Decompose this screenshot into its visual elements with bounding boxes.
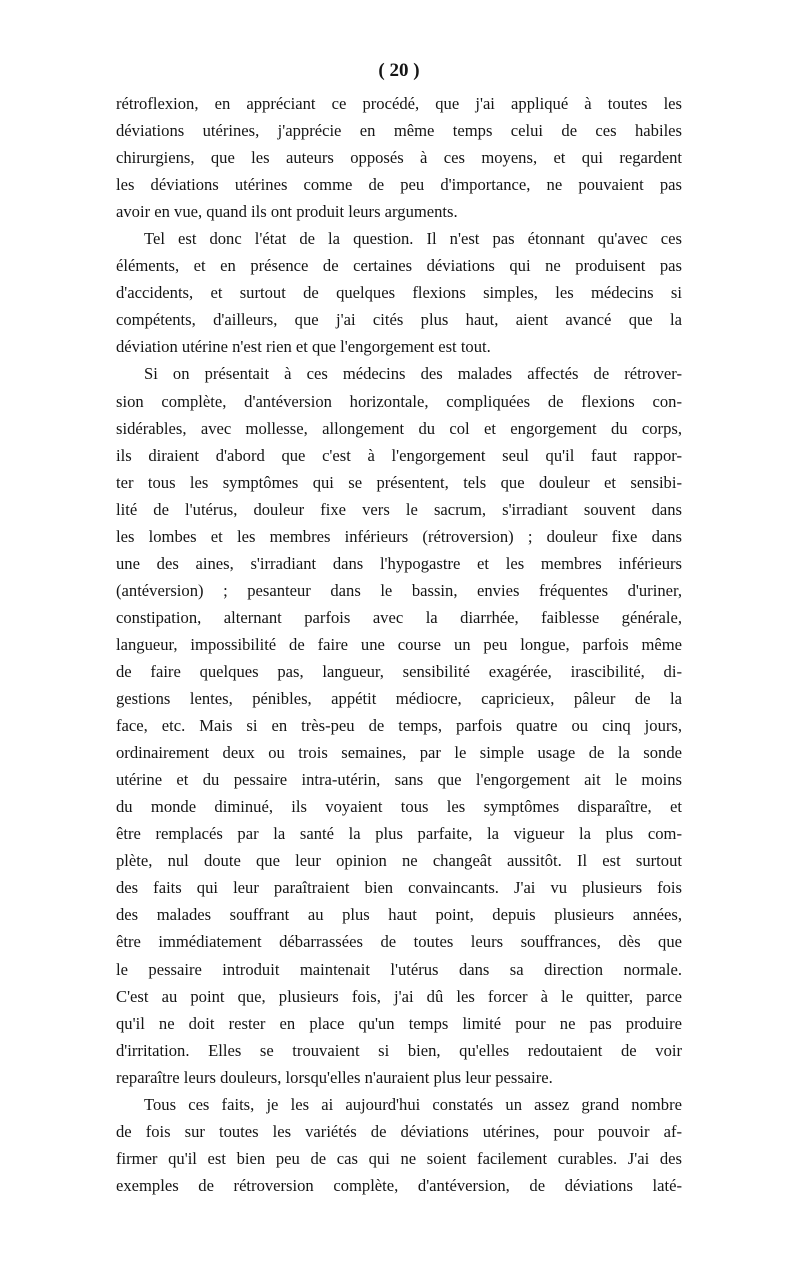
text-line: chirurgiens, que les auteurs opposés à ces moyens, et qui regardent [116,148,682,168]
text-line: être remplacés par la santé la plus parfaite, la vigueur la plus com- [116,824,682,844]
text-line: qu'il ne doit rester en place qu'un temps limité pour ne pas produire [116,1013,682,1033]
text-line: être immédiatement débarrassées de toutes leurs souffrances, dès que [116,932,682,952]
text-line: le pessaire introduit maintenait l'utérus dans sa direction normale. [116,959,682,979]
text-line: du monde diminué, ils voyaient tous les symptômes disparaître, et [116,797,682,817]
text-line: de fois sur toutes les variétés de déviations utérines, pour pouvoir af- [116,1121,682,1141]
text-line: lité de l'utérus, douleur fixe vers le sacrum, s'irradiant souvent dans [116,499,682,519]
text-line: Tel est donc l'état de la question. Il n'est pas étonnant qu'avec ces [144,229,682,249]
page-number: ( 20 ) [378,60,420,81]
text-line: gestions lentes, pénibles, appétit médiocre, capricieux, pâleur de la [116,689,682,709]
text-line: Si on présentait à ces médecins des malades affectés de rétrover- [144,364,682,384]
text-line: exemples de rétroversion complète, d'antéversion, de déviations laté- [116,1175,682,1195]
text-line: plète, nul doute que leur opinion ne changeât aussitôt. Il est surtout [116,851,682,871]
text-line: des malades souffrant au plus haut point, depuis plusieurs années, [116,905,682,925]
text-line: utérine et du pessaire intra-utérin, sans que l'engorgement ait le moins [116,770,682,790]
text-line: avoir en vue, quand ils ont produit leurs arguments. [116,202,458,222]
text-line: rétroflexion, en appréciant ce procédé, que j'ai appliqué à toutes les [116,94,682,113]
text-line: langueur, impossibilité de faire une course un peu longue, parfois même [116,634,682,654]
text-line: éléments, et en présence de certaines déviations qui ne produisent pas [116,256,682,276]
text-line: déviation utérine n'est rien et que l'engorgement est tout. [116,337,491,357]
text-line: les déviations utérines comme de peu d'importance, ne pouvaient pas [116,175,682,195]
text-line: une des aines, s'irradiant dans l'hypogastre et les membres inférieurs [116,553,682,573]
text-line: les lombes et les membres inférieurs (rétroversion) ; douleur fixe dans [116,526,682,546]
text-line: Tous ces faits, je les ai aujourd'hui constatés un assez grand nombre [144,1094,682,1114]
text-line: (antéversion) ; pesanteur dans le bassin, envies fréquentes d'uriner, [116,580,682,600]
text-line: ordinairement deux ou trois semaines, par le simple usage de la sonde [116,743,682,763]
text-line: d'accidents, et surtout de quelques flexions simples, les médecins si [116,283,682,303]
text-line: de faire quelques pas, langueur, sensibilité exagérée, irascibilité, di- [116,661,682,681]
text-line: sion complète, d'antéversion horizontale, compliquées de flexions con- [116,391,682,411]
text-line: des faits qui leur paraîtraient bien convaincants. J'ai vu plusieurs fois [116,878,682,898]
text-line: constipation, alternant parfois avec la diarrhée, faiblesse générale, [116,607,682,627]
text-line: C'est au point que, plusieurs fois, j'ai dû les forcer à le quitter, parce [116,986,682,1006]
page-body-text [116,90,682,1199]
text-line: reparaître leurs douleurs, lorsqu'elles n'auraient plus leur pessaire. [116,1067,553,1087]
text-line: ils diraient d'abord que c'est à l'engorgement seul qu'il faut rappor- [116,445,682,465]
text-line: ter tous les symptômes qui se présentent, tels que douleur et sensibi- [116,472,682,492]
text-line: face, etc. Mais si en très-peu de temps, parfois quatre ou cinq jours, [116,716,682,736]
text-line: compétents, d'ailleurs, que j'ai cités plus haut, aient avancé que la [116,310,682,330]
text-line: sidérables, avec mollesse, allongement du col et engorgement du corps, [116,418,682,438]
text-line: d'irritation. Elles se trouvaient si bien, qu'elles redoutaient de voir [116,1040,682,1060]
book-page [116,56,682,1199]
text-line: firmer qu'il est bien peu de cas qui ne soient facilement curables. J'ai des [116,1148,682,1168]
text-line: déviations utérines, j'apprécie en même temps celui de ces habiles [116,121,682,141]
